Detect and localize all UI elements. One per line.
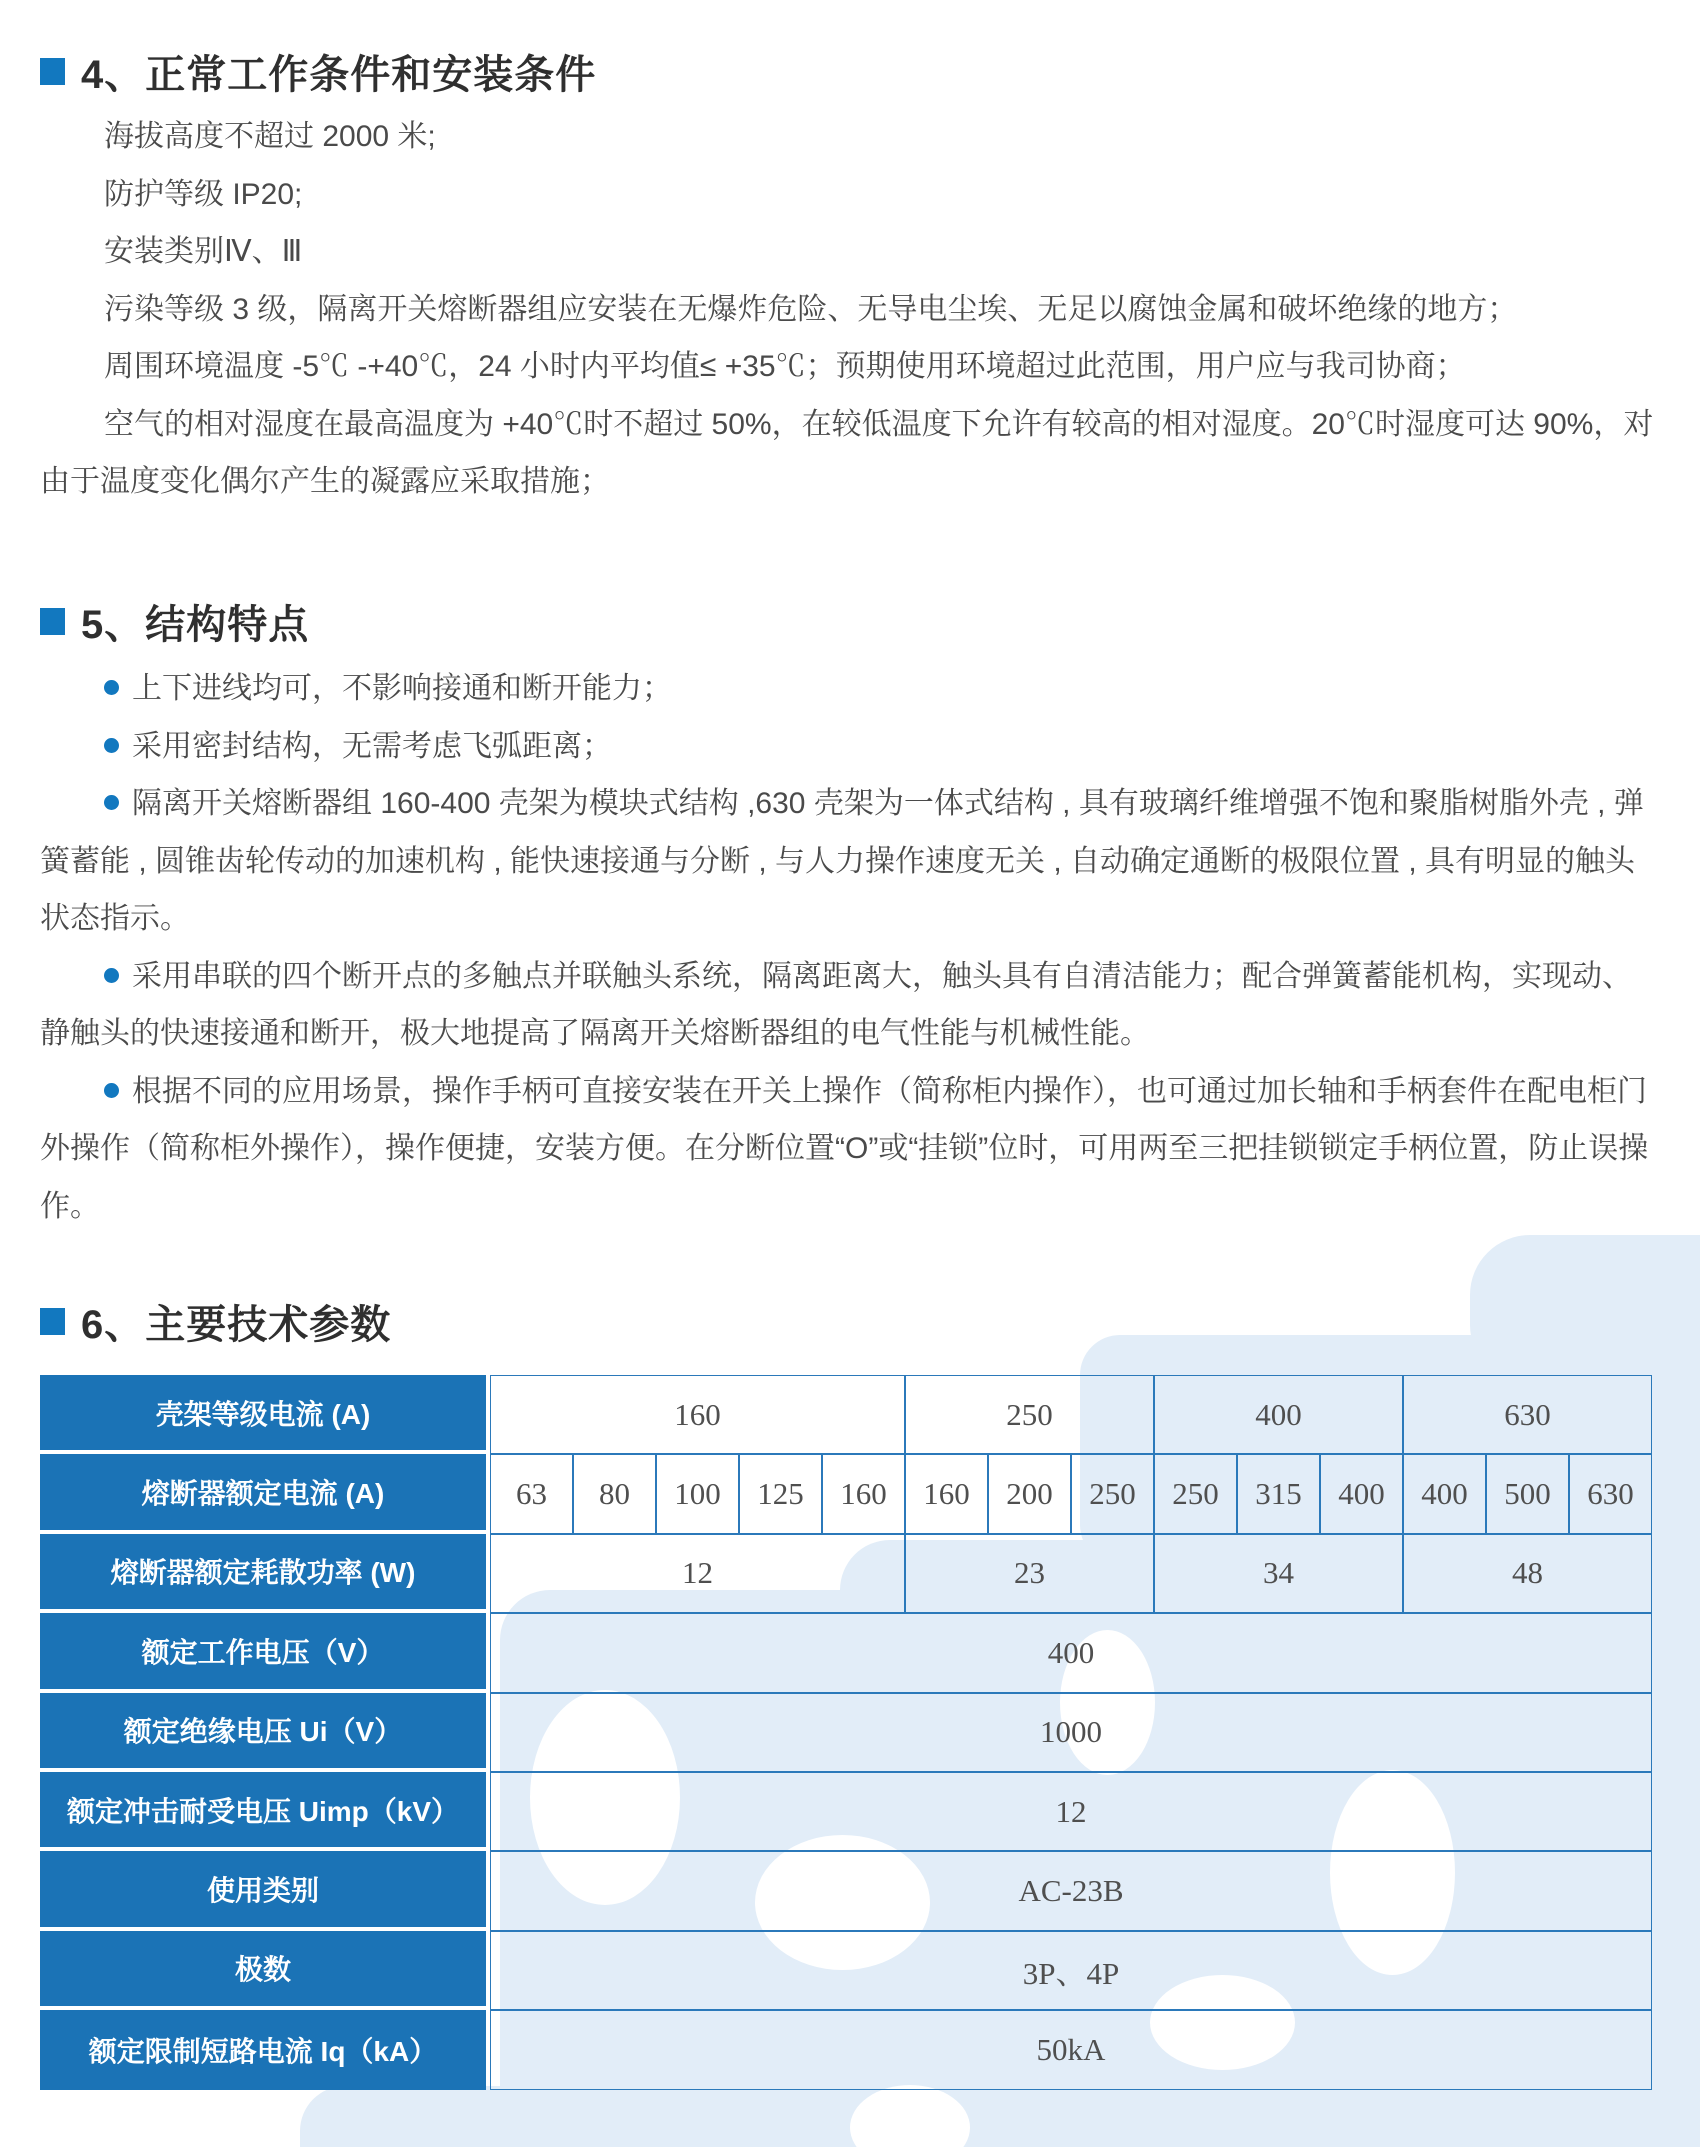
feature-item [40,948,1660,1063]
table-cell: 250 [905,1375,1154,1454]
table-cell: 3P、4P [490,1931,1652,2010]
table-cell: 400 [1154,1375,1403,1454]
section-heading-text: 4、正常工作条件和安装条件 [81,52,597,97]
table-cell: 34 [1154,1534,1403,1613]
row-header-cell: 额定绝缘电压 Ui（V） [40,1693,486,1772]
section-working-conditions [40,42,1660,511]
row-values [490,1772,1652,1851]
feature-text: 采用串联的四个断开点的多触点并联触头系统，隔离距离大，触头具有自清洁能力；配合弹簧蓄能机构，实现动、静触头的快速接通和断开，极大地提高了隔离开关熔断器组的电气性能与机械性能。 [40,959,1632,1050]
bullet-icon [104,968,119,983]
table-cell: 400 [490,1613,1652,1692]
table-row [40,1693,1652,1772]
row-header-cell: 熔断器额定耗散功率 (W) [40,1534,486,1613]
table-cell: 250 [1071,1454,1154,1533]
bullet-icon [104,795,119,810]
table-cell: 630 [1403,1375,1652,1454]
table-cell: 125 [739,1454,822,1533]
row-header-cell: 壳架等级电流 (A) [40,1375,486,1454]
bullet-icon [104,738,119,753]
feature-item [40,1063,1660,1236]
table-cell: 160 [490,1375,905,1454]
table-row [40,1454,1652,1533]
table-cell: 12 [490,1772,1652,1851]
feature-text: 采用密封结构，无需考虑飞弧距离； [132,729,612,763]
row-values [490,1693,1652,1772]
table-row [40,1613,1652,1692]
feature-text: 隔离开关熔断器组 160-400 壳架为模块式结构 ,630 壳架为一体式结构 , 具有玻璃纤维增强不饱和聚脂树脂外壳 , 弹簧蓄能 , 圆锥齿轮传动的加速机构 , 能快速接通与分断 , 与人力操作速度无关 , 自动确定通断的极限位置 , 具有明显的触头状态指示。 [40,787,1644,935]
table-cell: 100 [656,1454,739,1533]
section-body [40,660,1660,1235]
table-cell: 12 [490,1534,905,1613]
row-values [490,1851,1652,1930]
section-structure-features [40,592,1660,1235]
table-cell: 160 [822,1454,905,1533]
condition-line: 周围环境温度 -5℃ -+40℃，24 小时内平均值≤ +35℃；预期使用环境超过此范围，用户应与我司协商； [104,350,1466,383]
feature-text: 根据不同的应用场景，操作手柄可直接安装在开关上操作（简称柜内操作），也可通过加长轴和手柄套件在配电柜门外操作（简称柜外操作），操作便捷，安装方便。在分断位置“O”或“挂锁”位时，可用两至三把挂锁锁定手柄位置，防止误操作。 [40,1074,1649,1223]
condition-line: 海拔高度不超过 2000 米; [104,120,436,153]
table-cell: 23 [905,1534,1154,1613]
row-header-cell: 额定冲击耐受电压 Uimp（kV） [40,1772,486,1851]
section-marker-icon [40,1308,65,1335]
table-cell: 160 [905,1454,988,1533]
condition-line: 空气的相对湿度在最高温度为 +40℃时不超过 50%，在较低温度下允许有较高的相对湿度。20℃时湿度可达 90%，对由于温度变化偶尔产生的凝露应采取措施； [40,407,1654,498]
table-cell: 315 [1237,1454,1320,1533]
table-cell: 500 [1486,1454,1569,1533]
table-cell: 400 [1403,1454,1486,1533]
row-values [490,1454,1652,1533]
table-cell: 80 [573,1454,656,1533]
row-values [490,1613,1652,1692]
condition-line: 安装类别Ⅳ、Ⅲ [104,235,303,268]
table-row [40,1375,1652,1454]
table-row [40,1851,1652,1930]
section-heading [40,42,1660,100]
section-heading-text: 5、结构特点 [81,602,310,647]
condition-line: 防护等级 IP20; [104,177,303,211]
table-row [40,1772,1652,1851]
row-header-cell: 极数 [40,1931,486,2010]
bullet-icon [104,1083,119,1098]
table-cell: 630 [1569,1454,1652,1533]
parameters-table [40,1375,1652,2090]
row-header-cell: 使用类别 [40,1851,486,1930]
section-heading [40,1292,1660,1350]
table-row [40,1534,1652,1613]
section-heading-text: 6、主要技术参数 [81,1302,392,1347]
row-header-cell: 额定限制短路电流 Iq（kA） [40,2010,486,2089]
row-values [490,1931,1652,2010]
feature-item [40,660,1660,718]
row-header-cell: 熔断器额定电流 (A) [40,1454,486,1533]
watermark-shape [300,2086,1700,2147]
feature-text: 上下进线均可，不影响接通和断开能力； [132,672,672,705]
table-cell: 1000 [490,1693,1652,1772]
section-marker-icon [40,58,65,85]
feature-item [40,718,1660,776]
row-values [490,2010,1652,2089]
table-cell: 63 [490,1454,573,1533]
condition-line: 污染等级 3 级，隔离开关熔断器组应安装在无爆炸危险、无导电尘埃、无足以腐蚀金属和破坏绝缘的地方； [104,292,1518,326]
section-marker-icon [40,608,65,635]
row-header-cell: 额定工作电压（V） [40,1613,486,1692]
table-cell: 250 [1154,1454,1237,1533]
table-cell: 50kA [490,2010,1652,2089]
table-cell: AC-23B [490,1851,1652,1930]
row-values [490,1375,1652,1454]
section-technical-parameters [40,1292,1660,1350]
table-cell: 400 [1320,1454,1403,1533]
section-heading [40,592,1660,650]
table-row [40,2010,1652,2089]
row-values [490,1534,1652,1613]
table-cell: 200 [988,1454,1071,1533]
table-row [40,1931,1652,2010]
feature-item [40,775,1660,948]
bullet-icon [104,680,119,695]
table-cell: 48 [1403,1534,1652,1613]
section-body [40,108,1660,511]
